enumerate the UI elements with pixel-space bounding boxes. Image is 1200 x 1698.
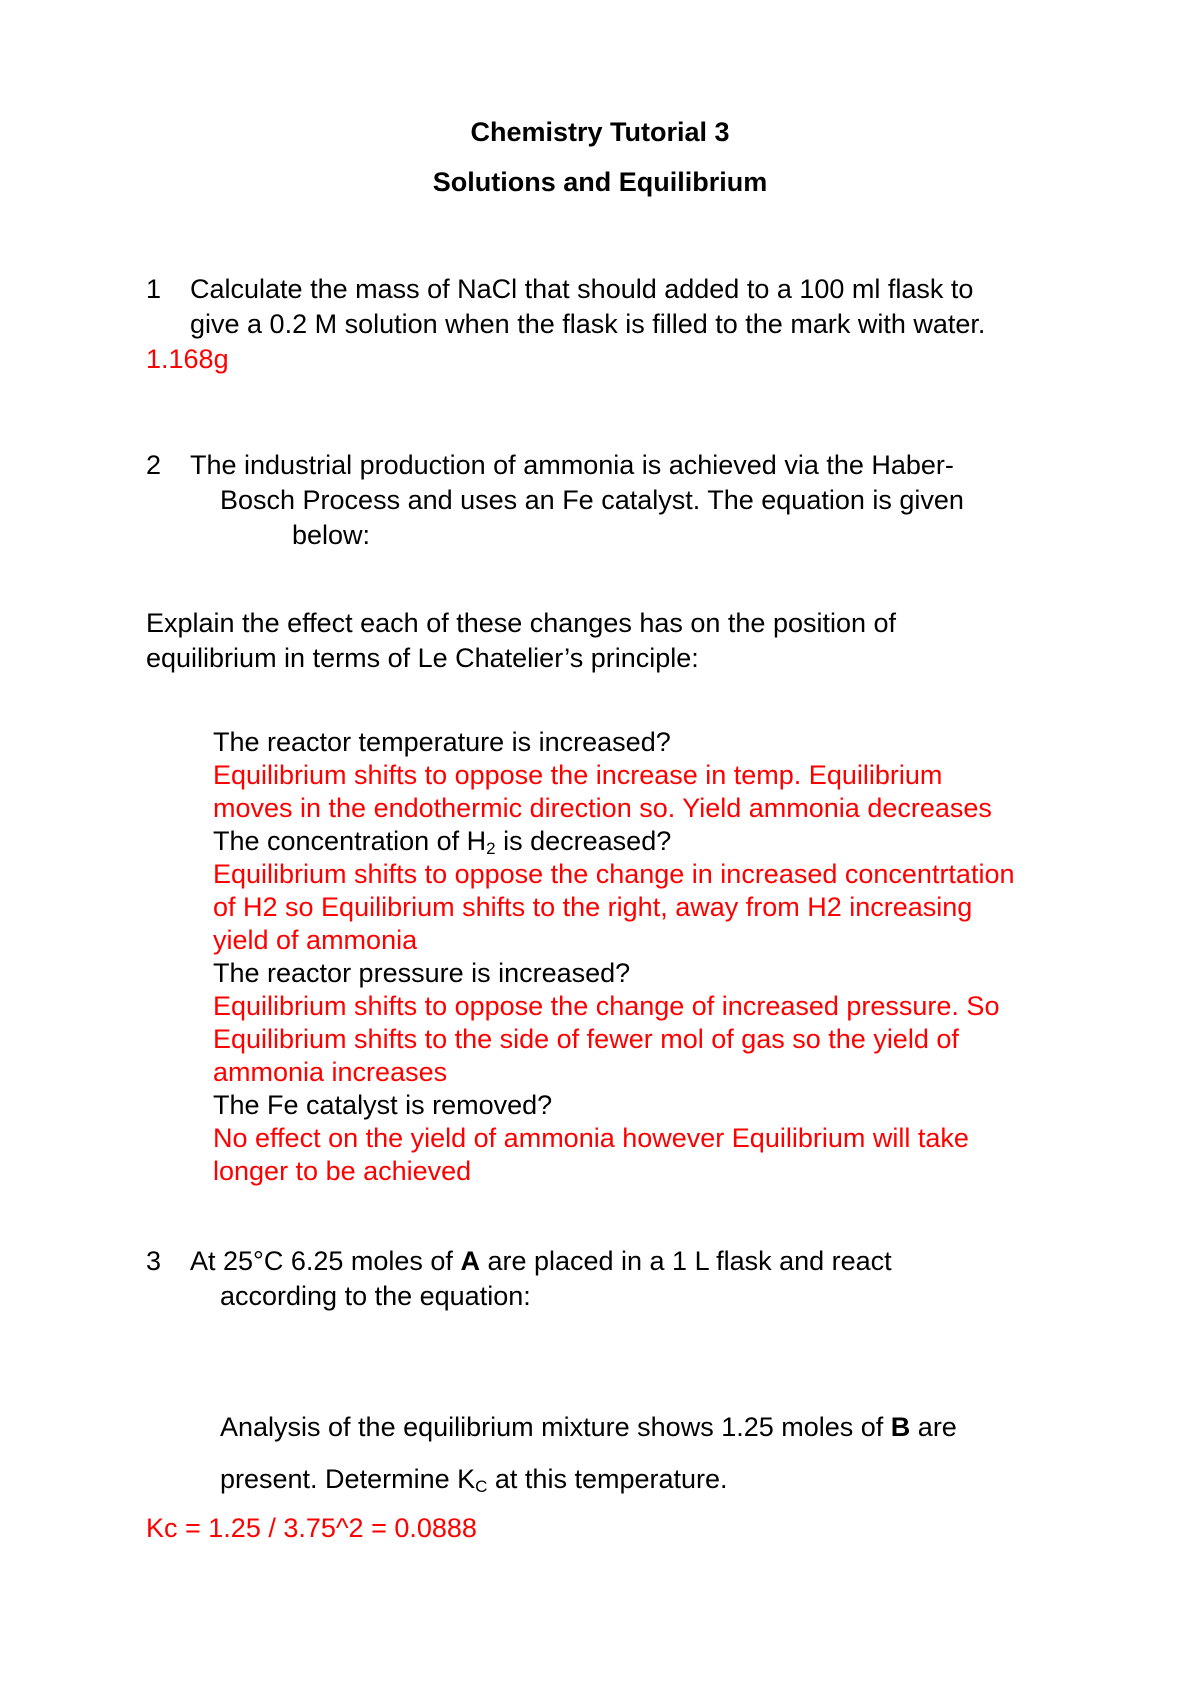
question-2-instruction-line-1: Explain the effect each of these changes has on the position of (146, 608, 897, 638)
page-title: Chemistry Tutorial 3 (470, 117, 730, 147)
subscript-c: C (475, 1477, 488, 1496)
analysis-text-start: Analysis of the equilibrium mixture shows 1.25 moles of (220, 1412, 891, 1442)
question-2-number: 2 (146, 450, 162, 480)
subscript-2: 2 (486, 839, 496, 858)
question-3-text-end: are placed in a 1 L flask and react (479, 1246, 892, 1276)
part-concentration-answer-line-1: Equilibrium shifts to oppose the change in increased concentrtation (213, 859, 1015, 889)
determine-text-start: present. Determine K (220, 1464, 476, 1494)
question-3-number: 3 (146, 1246, 162, 1276)
question-1-answer: 1.168g (146, 344, 229, 374)
question-1-number: 1 (146, 274, 162, 304)
question-2-text-line-1: The industrial production of ammonia is achieved via the Haber- (190, 450, 954, 480)
page-subtitle: Solutions and Equilibrium (432, 167, 768, 197)
question-3-text-start: At 25°C 6.25 moles of (190, 1246, 461, 1276)
question-2-text-line-3: below: (292, 520, 371, 550)
question-2-text-line-2: Bosch Process and uses an Fe catalyst. The equation is given (220, 485, 964, 515)
question-3-analysis-line (220, 1411, 957, 1443)
species-b: B (890, 1412, 911, 1442)
part-pressure-answer-line-1: Equilibrium shifts to oppose the change of increased pressure. So (213, 991, 1000, 1021)
part-catalyst-answer-line-2: longer to be achieved (213, 1156, 472, 1186)
part-concentration-question-text: The concentration of H (213, 826, 487, 856)
question-1-text-line-2: give a 0.2 M solution when the flask is filled to the mark with water. (190, 309, 986, 339)
part-pressure-answer-line-3: ammonia increases (213, 1057, 448, 1087)
part-concentration-question-end: is decreased? (495, 826, 672, 856)
part-catalyst-question: The Fe catalyst is removed? (213, 1090, 553, 1120)
part-concentration-answer-line-2: of H2 so Equilibrium shifts to the right, away from H2 increasing (213, 892, 973, 922)
question-3-answer: Kc = 1.25 / 3.75^2 = 0.0888 (146, 1513, 477, 1543)
part-pressure-answer-line-2: Equilibrium shifts to the side of fewer mol of gas so the yield of (213, 1024, 959, 1054)
part-concentration-question (213, 825, 671, 857)
question-3-determine-line (220, 1463, 728, 1495)
analysis-text-end: are (910, 1412, 957, 1442)
part-temperature-answer-line-1: Equilibrium shifts to oppose the increase in temp. Equilibrium (213, 760, 943, 790)
question-2-instruction-line-2: equilibrium in terms of Le Chatelier’s principle: (146, 643, 699, 673)
question-3-text-line-2: according to the equation: (220, 1281, 531, 1311)
question-3-text-line-1 (190, 1245, 892, 1277)
part-temperature-question: The reactor temperature is increased? (213, 727, 671, 757)
question-1-text-line-1: Calculate the mass of NaCl that should added to a 100 ml flask to (190, 274, 974, 304)
part-catalyst-answer-line-1: No effect on the yield of ammonia however Equilibrium will take (213, 1123, 969, 1153)
part-temperature-answer-line-2: moves in the endothermic direction so. Yield ammonia decreases (213, 793, 992, 823)
species-a: A (460, 1246, 480, 1276)
part-concentration-answer-line-3: yield of ammonia (213, 925, 418, 955)
part-pressure-question: The reactor pressure is increased? (213, 958, 631, 988)
determine-text-end: at this temperature. (487, 1464, 728, 1494)
